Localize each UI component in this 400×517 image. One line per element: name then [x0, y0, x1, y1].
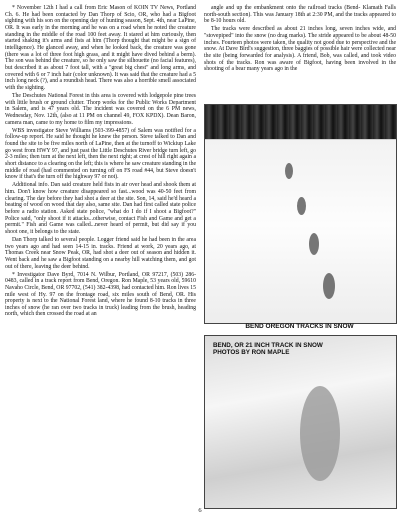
paragraph-deschutes-forest: The Deschutes National Forest in this area is covered with lodgepole pine trees with little brush or ground clutter. Thorp works for the Public Works Department in Salem, and is 47 years old. The incident was covered on the 6 PM news, Wednesday, Nov. 12th, (also at 11 PM on channel 49, FOX KPDX). Dean Baron, camera man, came to my home to film my impressions. [5, 92, 196, 126]
track-mark [309, 233, 319, 255]
article-left-column [5, 5, 196, 320]
track-mark [285, 163, 293, 179]
paragraph-logger-friend: Dan Thorp talked to several people. Logger friend said he had been in the area two years ago and had seen 14-15 in. tracks. Friend at work, 20 years ago, at Thomas Creek near Snow Peak, OR, had shot a deer out of season and hidden it. Went back and he saw a Bigfoot standing on a nearby hill watching them, and got out of there, leaving the deer behind. [5, 236, 196, 270]
tree-line-band [205, 105, 396, 139]
track-mark [297, 197, 306, 215]
paragraph-thorp-sighting: * November 12th I had a call from Eric Mason of KOIN TV News, Portland Ch. 6. He had been contacted by Dan Thorp of Scio, OR, who had a Bigfoot sighting with his son on the opening day of hunting season, Sept. 4th, near LaPine, OR. It was early in the morning and he was on a road when he noted the creature standing in the middle of the road 100 feet away. It stared at him curiously, then started shaking it's arms and fists at him (Thorp thought that might be a sign of intelligence). He glanced away, and when he looked back, the creature was gone (there was a lot of three foot high grass, and it might have dived behind a berm). The son was behind the creature, so he only saw the silhouette (no facial features), but described it as about 7 foot tall, with a "great big chest" and long arms, and covered with 6 or 7 inch hair (color unknown). It was said that the creature had a 5 inch long neck (?), and a roundish head. There was also a horrible smell associated with the sighting. [5, 5, 196, 91]
snow-tracks-photo [204, 104, 397, 324]
paragraph-dave-byrd-report: * Investigator Dave Byrd, 7014 N. Wilbur, Portland, OR 97217, (503) 286-0483, called in a track report from Bend, Oregon. Ron Maple, 53 years old, 59610 Navaho Circle, Bend, OR 97702, (541) 382-4398, had contacted him. Ron lives 15 mile west of Hy. 97 on the frontage road, six miles south of Bend, OR. His property is next to the National Forest land, where he found 8-10 tracks in three inches of snow (he ran over two tracks in truck) leading from the brush, heading north, which then crossed the road at an [5, 271, 196, 318]
track-mark [323, 273, 335, 299]
large-track-mark [300, 386, 340, 481]
article-right-column [204, 5, 396, 74]
paragraph-track-description: The tracks were described as about 21 inches long, seven inches wide, and "stovepiped" into the snow (no drag marks). The stride appeared to be about 48-50 inches. Fourteen photos were taken, the quality not good due to perspective and the snow. At Dave Bird's suggestion, three baggies of possible hair were collected near the site (being forwarded for analysis). A friend, Bob, was called, and took video shots of the tracks. Ron was aware of Bigfoot, having been involved in the shooting of a bear many years ago in the [204, 26, 396, 73]
page-number: 6 [198, 507, 202, 514]
paragraph-steve-williams: WBS investigator Steve Williams (503-399-4857) of Salem was notified for a follow-up report. He said he thought he knew the person. Steve talked to Dan and found the site to be five miles north of LaPine, then at the turnoff to Wickiup Lake go west from HWY 97, and just past the Little Deschutes River bridge turn left, go 2-3 miles; then turn at the next left, then the next right; at crest of hill right again a short distance to a clearing on the left; this is where he saw creature standing in the middle of road (had commented on turning off on FS road #44, but Steve doesn't know if that's the turn off the highway 97 or not). [5, 127, 196, 181]
top-photo-caption: BEND OREGON TRACKS IN SNOW [245, 323, 354, 330]
paragraph-railroad-tracks: angle and up the embankment onto the railroad tracks (Bend- Klamath Falls north-south section). This was January 18th at 2:30 PM, and the tracks appeared to be 8-10 hours old. [204, 5, 396, 25]
single-track-photo [204, 335, 397, 509]
paragraph-additional-info: Additional info. Dan said creature held fists in air over head and shook them at him. Don't know how creature disappeared so fast...wood was 40-50 feet from clearing. The day before they had shot a deer at the site. Son, 14, said he'd heard a beating of wood on wood that day also, same site. Dan had first called state police before a radio station. Asked state police, "what do I do if I shoot a Bigfoot?" Police said, "only shoot if it attacks...otherwise, contact Fish and Game and get a permit." Fish and Game was called...never heard of permit, but did say if you shoot one, it belongs to the state. [5, 182, 196, 235]
bottom-photo-caption: BEND, OR 21 INCH TRACK IN SNOW PHOTOS BY RON MAPLE [213, 342, 323, 357]
